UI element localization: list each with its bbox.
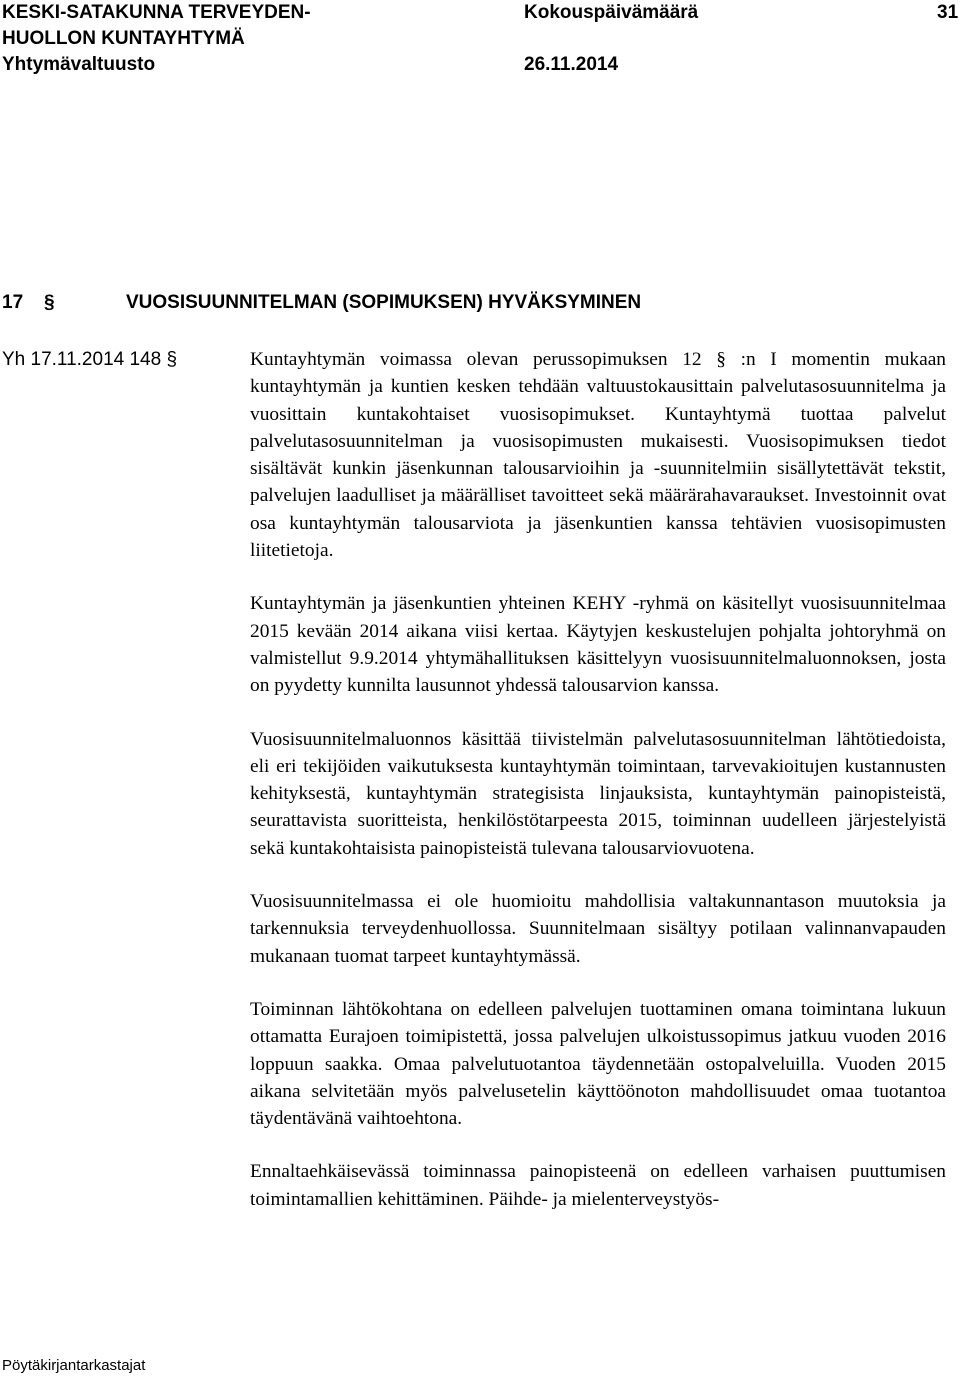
paragraph-6: Ennaltaehkäisevässä toiminnassa painopisteenä on edelleen varhaisen puuttumisen toimintamallien kehittäminen. Päihde- ja mielenterveystyös-: [250, 1161, 946, 1210]
meeting-date-label: Kokouspäivämäärä: [524, 2, 699, 23]
meeting-date: 26.11.2014: [524, 54, 619, 75]
section-title: VUOSISUUNNITELMAN (SOPIMUKSEN) HYVÄKSYMINEN: [126, 292, 642, 313]
paragraph-1: Kuntayhtymän voimassa olevan perussopimuksen 12 § :n I momentin mukaan kuntayhtymän ja kuntien kesken tehdään valtuustokausittain palvelutasosuunnitelma ja vuosittain kuntakohtaiset vuosisopimukset. Kuntayhtymä tuottaa palvelut palvelutasosuunnitelman ja vuosisopimusten mukaisesti. Vuosisopimuksen tiedot sisältävät kunkin jäsenkunnan talousarvioihin ja -suunnitelmiin sisällytettävät tekstit, palvelujen laadulliset ja määrälliset tavoitteet sekä määrärahavaraukset. Investoinnit ovat osa kuntayhtymän talousarviota ja jäsenkuntien kanssa tehtävien vuosisopimusten liitetietoja.: [250, 349, 946, 562]
section-symbol: §: [44, 292, 55, 313]
paragraph-3: Vuosisuunnitelmaluonnos käsittää tiivistelmän palvelutasosuunnitelman lähtötiedoista, eli eri tekijöiden vaikutuksesta kuntayhtymän toimintaan, tarvevakioitujen kustannusten kehityksestä, kuntayhtymän strategisista linjauksista, kuntayhtymän painopisteistä, seurattavista suoritteista, henkilöstötarpeesta 2015, toiminnan uudelleen järjestelyistä sekä kuntakohtaisista painopisteistä tulevana talousarviovuotena.: [250, 728, 946, 859]
organization-name-line2: HUOLLON KUNTAYHTYMÄ: [2, 28, 245, 49]
section-heading: [2, 290, 952, 316]
minutes-body: [250, 346, 946, 1239]
paragraph-5: Toiminnan lähtökohtana on edelleen palvelujen tuottaminen omana toimintana lukuun ottamatta Eurajoen toimipistettä, jossa palvelujen ulkoistussopimus jatkuu vuoden 2016 loppuun saakka. Omaa palvelutuotantoa täydennetään ostopalveluilla. Vuoden 2015 aikana selvitetään myös palvelusetelin käyttöönoton mahdollisuudet omaa tuotantoa täydentävänä vaihtoehtona.: [250, 998, 946, 1130]
paragraph-4: Vuosisuunnitelmassa ei ole huomioitu mahdollisia valtakunnantason muutoksia ja tarkennuksia terveydenhuollossa. Suunnitelmaan sisältyy potilaan valinnanvapauden mukanaan tuomat tarpeet kuntayhtymässä.: [250, 891, 946, 967]
page-number: 31: [937, 2, 959, 23]
section-number: 17: [2, 292, 24, 313]
footer-minutes-checkers: Pöytäkirjantarkastajat: [2, 1357, 146, 1374]
decision-body: Yhtymävaltuusto: [2, 54, 156, 75]
paragraph-2: Kuntayhtymän ja jäsenkuntien yhteinen KEHY -ryhmä on käsitellyt vuosisuunnitelmaa 2015 kevään 2014 aikana viisi kertaa. Käytyjen keskustelujen pohjalta johtoryhmä on valmistellut 9.9.2014 yhtymähallituksen käsittelyyn vuosisuunnitelmaluonnoksen, josta on pyydetty kunnilta lausunnot yhdessä talousarvion kanssa.: [250, 593, 946, 697]
previous-decision-reference: Yh 17.11.2014 148 §: [2, 349, 178, 370]
organization-name-line1: KESKI-SATAKUNNA TERVEYDEN-: [2, 2, 311, 23]
